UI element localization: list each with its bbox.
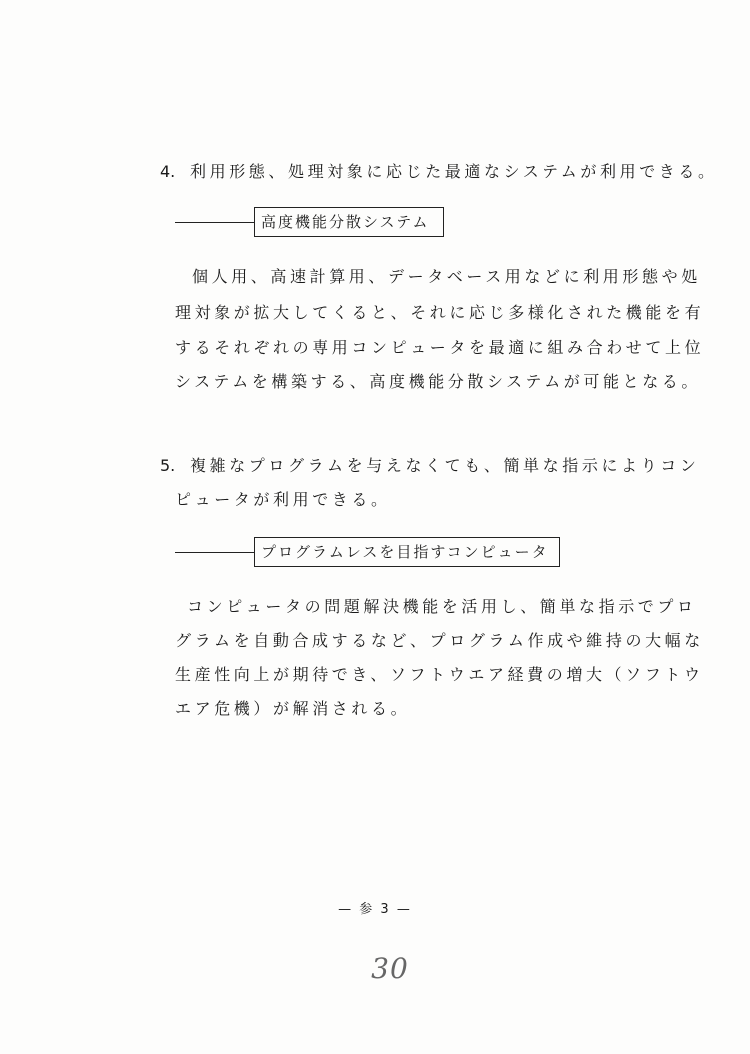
section-5-heading-text-1: 複雑なプログラムを与えなくても、簡単な指示によりコン	[190, 456, 700, 475]
section-4-paragraph-line-2: 理対象が拡大してくると、それに応じ多様化された機能を有	[175, 303, 705, 322]
section-4-label-rule	[175, 222, 254, 223]
page-footer-label: — 参 3 —	[338, 902, 412, 917]
section-4-label-box: 高度機能分散システム	[254, 207, 444, 237]
section-5-paragraph-line-1: コンピュータの問題解決機能を活用し、簡単な指示でプロ	[187, 597, 697, 616]
section-5-heading-line-2: ピュータが利用できる。	[175, 490, 391, 509]
section-4-heading-text: 利用形態、処理対象に応じた最適なシステムが利用できる。	[190, 162, 718, 181]
section-5-paragraph-line-4: エア危機）が解消される。	[175, 699, 411, 718]
handwritten-page-number: 30	[371, 952, 409, 985]
section-5-number: 5.	[160, 456, 176, 475]
section-5-heading-line-1	[160, 456, 699, 476]
section-4-heading	[160, 162, 718, 182]
section-5-paragraph-line-3: 生産性向上が期待でき、ソフトウエア経費の増大（ソフトウ	[175, 665, 704, 684]
section-4-paragraph-line-1: 個人用、高速計算用、データベース用などに利用形態や処	[192, 267, 701, 286]
section-4-paragraph-line-3: するそれぞれの専用コンピュータを最適に組み合わせて上位	[175, 338, 705, 357]
section-5-label-rule	[175, 552, 254, 553]
section-4-number: 4.	[160, 162, 176, 181]
section-4-paragraph-line-4: システムを構築する、高度機能分散システムが可能となる。	[175, 372, 702, 391]
section-5-label-box: プログラムレスを目指すコンピュータ	[254, 537, 560, 567]
section-5-label-row	[175, 537, 575, 569]
section-5-paragraph-line-2: グラムを自動合成するなど、プログラム作成や維持の大幅な	[175, 631, 704, 650]
section-4-label-row	[175, 207, 455, 239]
